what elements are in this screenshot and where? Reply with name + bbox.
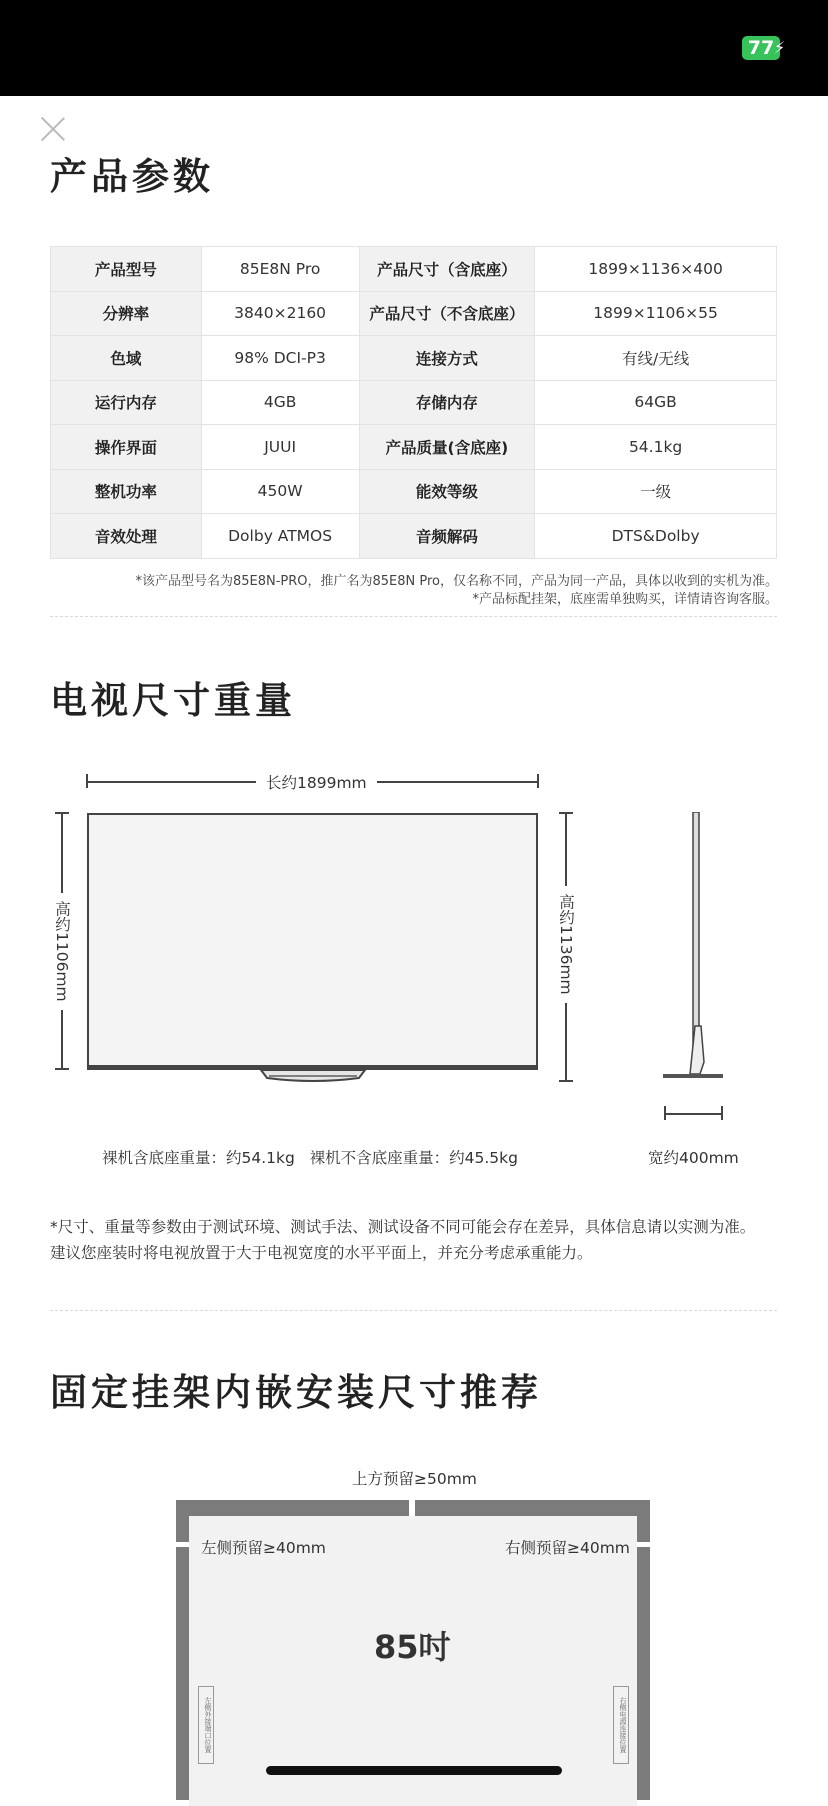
divider (50, 616, 777, 617)
tv-front-view (87, 813, 538, 1067)
spec-key: 色域 (51, 336, 202, 381)
spec-key: 产品型号 (51, 247, 202, 292)
spec-key: 产品尺寸（含底座） (359, 247, 535, 292)
height-label-right: 高约1136mm (555, 886, 577, 1003)
spec-row (51, 247, 777, 292)
depth-label: 宽约400mm (648, 1146, 739, 1168)
spec-value: 有线/无线 (535, 336, 777, 381)
spec-value: 3840×2160 (201, 291, 359, 336)
frame-gap (176, 1542, 189, 1547)
spec-key: 音效处理 (51, 514, 202, 559)
spec-key: 连接方式 (359, 336, 535, 381)
spec-value: 85E8N Pro (201, 247, 359, 292)
frame-gap (409, 1500, 415, 1516)
specs-table (50, 246, 777, 559)
home-indicator[interactable] (266, 1766, 562, 1775)
spec-value: 54.1kg (535, 425, 777, 470)
disclaimer-line-1: *尺寸、重量等参数由于测试环境、测试手法、测试设备不同可能会存在差异，具体信息请以实测为准。 (50, 1218, 756, 1236)
spec-value: 450W (201, 469, 359, 514)
charging-icon: ⚡ (774, 38, 786, 57)
mount-title: 固定挂架内嵌安装尺寸推荐 (50, 1371, 542, 1414)
spec-key: 产品尺寸（不含底座） (359, 291, 535, 336)
mount-top-label: 上方预留≥50mm (352, 1467, 477, 1489)
spec-row (51, 291, 777, 336)
weight-label: 裸机含底座重量：约54.1kg 裸机不含底座重量：约45.5kg (102, 1146, 518, 1168)
spec-key: 分辨率 (51, 291, 202, 336)
battery-indicator: 77 (742, 36, 780, 60)
spec-note-2: *产品标配挂架，底座需单独购买，详情请咨询客服。 (472, 592, 778, 607)
size-title: 电视尺寸重量 (50, 679, 296, 722)
spec-key: 运行内存 (51, 380, 202, 425)
spec-key: 整机功率 (51, 469, 202, 514)
depth-line (664, 1113, 723, 1115)
divider (50, 1310, 777, 1311)
close-icon[interactable] (40, 116, 66, 142)
spec-value: 1899×1106×55 (535, 291, 777, 336)
spec-note-1: *该产品型号名为85E8N-PRO，推广名为85E8N Pro，仅名称不同，产品为同一产品，具体以收到的实机为准。 (135, 574, 778, 589)
spec-value: JUUI (201, 425, 359, 470)
spec-row (51, 380, 777, 425)
spec-row (51, 469, 777, 514)
mount-left-label: 左侧预留≥40mm (201, 1539, 326, 1557)
status-bar (0, 0, 828, 96)
tv-side-view (660, 812, 726, 1086)
disclaimer-line-2: 建议您座装时将电视放置于大于电视宽度的水平平面上，并充分考虑承重能力。 (50, 1244, 593, 1262)
spec-value: DTS&Dolby (535, 514, 777, 559)
spec-key: 音频解码 (359, 514, 535, 559)
spec-value: 一级 (535, 469, 777, 514)
spec-value: 1899×1136×400 (535, 247, 777, 292)
spec-value: 4GB (201, 380, 359, 425)
spec-row (51, 336, 777, 381)
mount-size-label: 85吋 (374, 1628, 451, 1666)
mount-right-label: 右侧预留≥40mm (505, 1539, 630, 1557)
spec-value: 98% DCI-P3 (201, 336, 359, 381)
spec-value: Dolby ATMOS (201, 514, 359, 559)
right-power-tag: 右侧电源连接位置 (613, 1686, 629, 1764)
spec-key: 操作界面 (51, 425, 202, 470)
specs-title: 产品参数 (50, 155, 214, 198)
spec-key: 存储内存 (359, 380, 535, 425)
spec-row (51, 514, 777, 559)
spec-value: 64GB (535, 380, 777, 425)
left-port-tag: 左侧外接端口位置 (198, 1686, 214, 1764)
spec-row (51, 425, 777, 470)
tv-stand (255, 1068, 371, 1084)
length-label: 长约1899mm (256, 771, 377, 793)
spec-key: 能效等级 (359, 469, 535, 514)
spec-key: 产品质量(含底座) (359, 425, 535, 470)
frame-gap (637, 1542, 650, 1547)
height-label-left: 高约1106mm (51, 893, 73, 1010)
